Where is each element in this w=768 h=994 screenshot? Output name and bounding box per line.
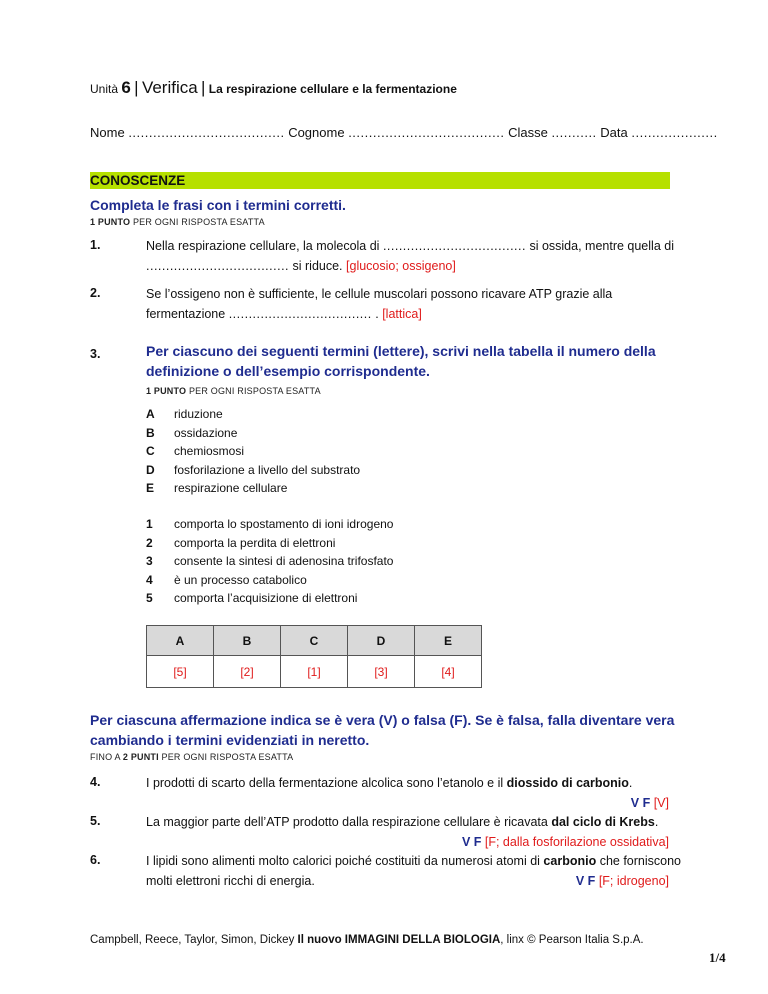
points-bold: 1 PUNTO [146, 386, 187, 396]
list-item: 3 consente la sintesi di adenosina trifosfato [146, 554, 394, 568]
q6-true-false [576, 871, 669, 891]
answer-table [146, 625, 482, 688]
q2-text-a: fermentazione [146, 307, 226, 321]
q2-line-1: Se l’ossigeno non è sufficiente, le cellule muscolari possono ricavare ATP grazie alla [146, 287, 613, 301]
q6-answer: [F; idrogeno] [598, 874, 669, 888]
question-4 [146, 773, 676, 793]
q1-text-a: Nella respirazione cellulare, la molecola di [146, 239, 380, 253]
table-header-row [147, 626, 482, 656]
verifica-label: Verifica [141, 78, 198, 97]
list-item: D fosforilazione a livello del substrato [146, 462, 361, 477]
cognome-label: Cognome [288, 125, 345, 140]
q1-blank-1[interactable]: .................................... [382, 239, 526, 253]
table-header-cell: A [147, 626, 214, 656]
vf-choice[interactable]: V F [461, 835, 482, 849]
q2-text-b: . [375, 307, 379, 321]
question-number: 6. [90, 853, 101, 867]
q5-bold-term: dal ciclo di Krebs [551, 815, 655, 829]
data-label: Data [600, 125, 628, 140]
q3-points [146, 386, 321, 396]
table-header-cell: B [214, 626, 281, 656]
page-header [90, 78, 457, 98]
points-rest: PER OGNI RISPOSTA ESATTA [161, 752, 294, 762]
q2-blank[interactable]: .................................... [228, 307, 372, 321]
q6-text-a: I lipidi sono alimenti molto calorici poiché costituiti da numerosi atomi di [146, 854, 540, 868]
footer-authors: Campbell, Reece, Taylor, Simon, Dickey [90, 934, 295, 946]
q1-blank-2[interactable]: .................................... [146, 259, 290, 273]
page-footer [90, 934, 644, 946]
table-row [147, 656, 482, 688]
points-rest: PER OGNI RISPOSTA ESATTA [188, 386, 321, 396]
header-topic: La respirazione cellulare e la fermentazione [208, 82, 457, 96]
part1-points [90, 217, 265, 227]
unit-label: Unità [90, 82, 119, 96]
question-number: 5. [90, 814, 101, 828]
q6-bold-term: carbonio [543, 854, 597, 868]
table-header-cell: D [348, 626, 415, 656]
table-answer-cell[interactable]: [5] [147, 656, 214, 688]
list-item: 4 è un processo catabolico [146, 572, 307, 587]
q1-answer: [glucosio; ossigeno] [346, 259, 456, 273]
list-item: A riduzione [146, 407, 223, 421]
vf-choice[interactable]: V F [575, 874, 596, 888]
classe-field[interactable]: ........... [551, 125, 597, 140]
points-prefix: FINO A [90, 752, 121, 762]
list-item: E respirazione cellulare [146, 481, 288, 495]
q1-text-b: si ossida, mentre quella di [529, 239, 674, 253]
table-answer-cell[interactable]: [1] [281, 656, 348, 688]
terms-list [146, 405, 360, 498]
table-header-cell: C [281, 626, 348, 656]
q5-answer: [F; dalla fosforilazione ossidativa] [484, 835, 669, 849]
question-5 [146, 812, 676, 832]
q2-answer: [lattica] [382, 307, 422, 321]
list-item: 2 comporta la perdita di elettroni [146, 535, 336, 550]
vf-choice[interactable]: V F [630, 796, 651, 810]
section-title: CONOSCENZE [90, 173, 186, 188]
definitions-list [146, 515, 393, 608]
table-header-cell: E [415, 626, 482, 656]
header-separator: | [134, 78, 139, 97]
list-item: 1 comporta lo spostamento di ioni idrogeno [146, 517, 394, 531]
points-bold: 2 PUNTI [122, 752, 159, 762]
q4-answer: [V] [653, 796, 669, 810]
q6-line-2: molti elettroni ricchi di energia. [146, 874, 315, 888]
list-item: B ossidazione [146, 425, 238, 440]
list-item: C chemiosmosi [146, 444, 245, 458]
header-separator: | [201, 78, 206, 97]
student-fields [90, 125, 718, 140]
part2-points [90, 752, 293, 762]
section-bar-conoscenze [90, 172, 670, 189]
part1-title: Completa le frasi con i termini corretti. [90, 197, 346, 213]
q1-text-c: si riduce. [292, 259, 343, 273]
nome-field[interactable]: ...................................... [128, 125, 285, 140]
page-number: 1/4 [709, 950, 726, 965]
footer-book: Il nuovo IMMAGINI DELLA BIOLOGIA [297, 934, 501, 946]
question-number: 3. [90, 347, 101, 361]
q5-true-false [462, 832, 669, 852]
cognome-field[interactable]: ...................................... [348, 125, 505, 140]
points-bold: 1 PUNTO [90, 217, 131, 227]
list-item: 5 comporta l’acquisizione di elettroni [146, 591, 358, 605]
q5-text-b: . [654, 815, 659, 829]
question-number: 4. [90, 775, 101, 789]
question-1 [146, 236, 676, 276]
q4-text-a: I prodotti di scarto della fermentazione alcolica sono l’etanolo e il [146, 776, 504, 790]
table-answer-cell[interactable]: [2] [214, 656, 281, 688]
part2-title: Per ciascuna affermazione indica se è vera (V) o falsa (F). Se è falsa, falla diventare vera cambiando i termini evidenziati in neretto. [90, 712, 675, 748]
table-answer-cell[interactable]: [3] [348, 656, 415, 688]
q4-text-b: . [628, 776, 633, 790]
question-number: 2. [90, 286, 101, 300]
question-2 [146, 284, 676, 324]
table-answer-cell[interactable]: [4] [415, 656, 482, 688]
answer-table-wrap [146, 625, 482, 688]
q3-title: Per ciascuno dei seguenti termini (lettere), scrivi nella tabella il numero della definizione o dell’esempio corrispondente. [146, 343, 656, 379]
unit-number: 6 [121, 78, 131, 97]
q4-bold-term: diossido di carbonio [506, 776, 629, 790]
q4-true-false [631, 793, 669, 813]
q5-text-a: La maggior parte dell’ATP prodotto dalla respirazione cellulare è ricavata [146, 815, 548, 829]
footer-publisher: , linx © Pearson Italia S.p.A. [500, 934, 644, 946]
data-field[interactable]: ..................... [631, 125, 718, 140]
nome-label: Nome [90, 125, 125, 140]
classe-label: Classe [508, 125, 548, 140]
points-rest: PER OGNI RISPOSTA ESATTA [132, 217, 265, 227]
question-number: 1. [90, 238, 101, 252]
q6-text-b: che forniscono [599, 854, 682, 868]
